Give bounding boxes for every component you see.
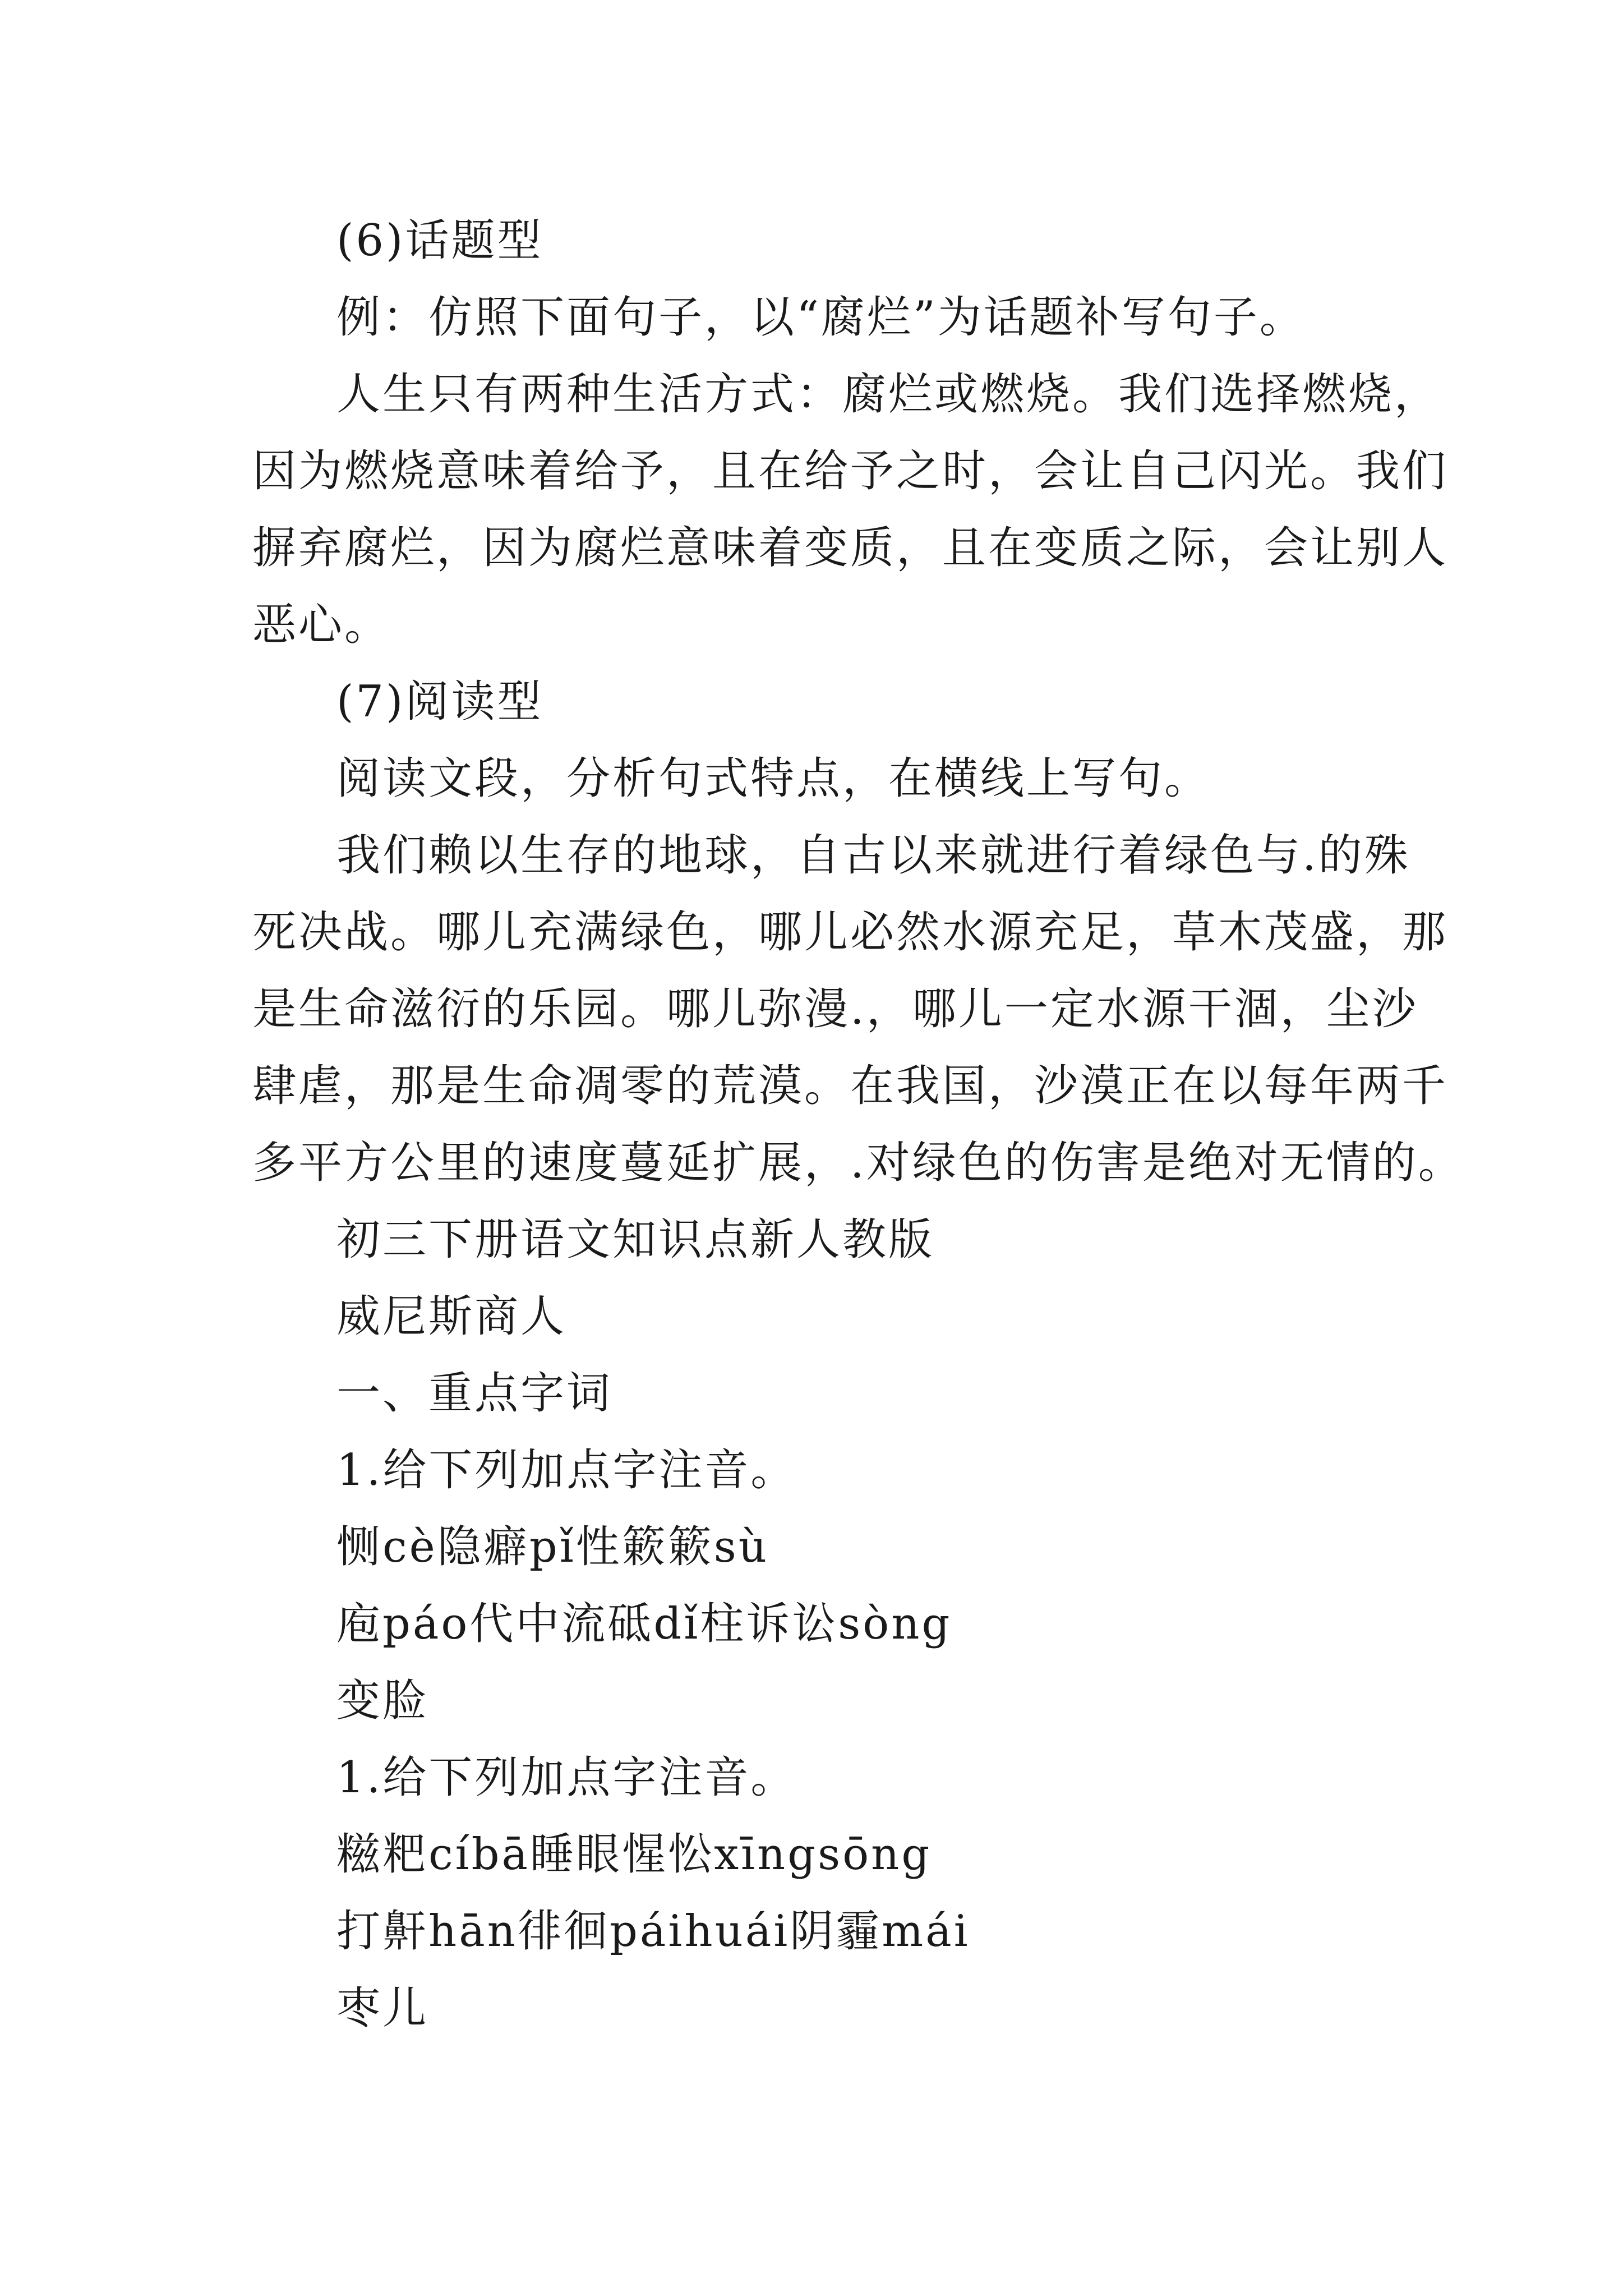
paragraph-line: 死决战。哪儿充满绿色，哪儿必然水源充足，草木茂盛，那 xyxy=(252,907,1449,958)
paragraph-line: 因为燃烧意味着给予，且在给予之时，会让自己闪光。我们 xyxy=(252,446,1449,496)
heading-reading-type: (7)阅读型 xyxy=(336,677,543,727)
lesson-title-face-change: 变脸 xyxy=(336,1676,429,1726)
paragraph-line: 多平方公里的速度蔓延扩展，.对绿色的伤害是绝对无情的。 xyxy=(252,1138,1464,1188)
paragraph-line: 人生只有两种生活方式：腐烂或燃烧。我们选择燃烧， xyxy=(336,369,1441,420)
exercise-prompt: 1.给下列加点字注音。 xyxy=(336,1752,797,1803)
exercise-prompt: 1.给下列加点字注音。 xyxy=(336,1445,797,1496)
heading-topic-type: (6)话题型 xyxy=(336,215,543,266)
lesson-title-venice-merchant: 威尼斯商人 xyxy=(336,1291,567,1342)
section-title: 初三下册语文知识点新人教版 xyxy=(336,1214,935,1265)
paragraph-line: 恶心。 xyxy=(252,600,391,650)
reading-instruction: 阅读文段，分析句式特点，在横线上写句。 xyxy=(336,753,1211,804)
paragraph-line: 我们赖以生存的地球，自古以来就进行着绿色与.的殊 xyxy=(336,830,1410,881)
paragraph-line: 肆虐，那是生命凋零的荒漠。在我国，沙漠正在以每年两千 xyxy=(252,1061,1449,1111)
pinyin-line: 恻cè隐癖pǐ性簌簌sù xyxy=(336,1522,769,1572)
lesson-title-dates: 枣儿 xyxy=(336,1983,429,2033)
example-instruction: 例：仿照下面句子，以“腐烂”为话题补写句子。 xyxy=(336,292,1306,343)
pinyin-line: 打鼾hān徘徊páihuái阴霾mái xyxy=(336,1906,970,1957)
pinyin-line: 庖páo代中流砥dǐ柱诉讼sòng xyxy=(336,1599,952,1649)
pinyin-line: 糍粑cíbā睡眼惺忪xīngsōng xyxy=(336,1829,932,1880)
subheading-key-words: 一、重点字词 xyxy=(336,1368,613,1419)
paragraph-line: 摒弃腐烂，因为腐烂意味着变质，且在变质之际，会让别人 xyxy=(252,523,1449,573)
paragraph-line: 是生命滋衍的乐园。哪儿弥漫.，哪儿一定水源干涸，尘沙 xyxy=(252,984,1418,1034)
